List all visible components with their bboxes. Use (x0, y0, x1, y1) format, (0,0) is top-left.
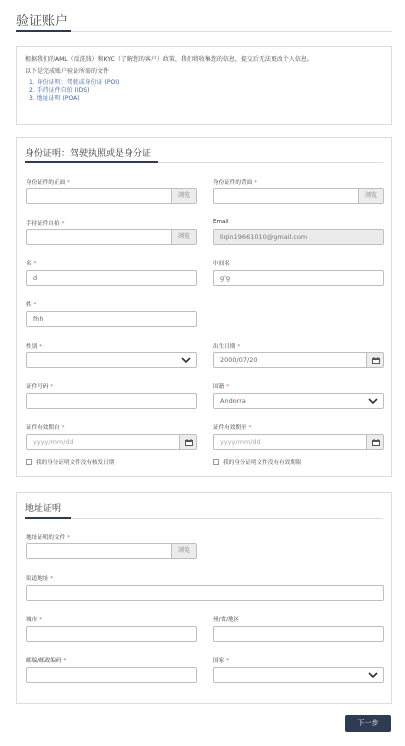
title-underline (16, 30, 71, 32)
email-label: Email (213, 219, 229, 225)
selfie-upload[interactable] (26, 229, 197, 245)
city-label: 城市 * (26, 617, 42, 623)
calendar-icon (185, 439, 193, 446)
dob-calendar-button[interactable] (366, 352, 384, 368)
issue-date-calendar-button[interactable] (179, 434, 197, 450)
issue-date-label: 证件有效期自 * (26, 425, 65, 431)
chevron-down-icon (181, 356, 191, 364)
nationality-value: Andorra (220, 397, 246, 405)
zip-label: 邮编/邮政编码 * (26, 658, 67, 664)
no-expiry-checkbox[interactable] (213, 459, 219, 465)
id-back-label: 身份证件的背面 * (213, 180, 257, 186)
intro-panel (16, 46, 392, 125)
first-name-input[interactable]: d (26, 270, 197, 286)
state-label: 州/省/地区 (213, 617, 240, 623)
document-list (25, 79, 383, 103)
intro-subtitle: 以下是完成账户验证所需的文件 (25, 68, 110, 75)
expiry-date-input[interactable] (213, 434, 384, 450)
middle-name-label: 中间名 (213, 261, 230, 267)
title-rule (16, 31, 392, 32)
page-title: 验证账户 (16, 14, 69, 29)
calendar-icon (372, 357, 380, 364)
last-name-input[interactable]: fhh (26, 311, 197, 327)
street-input[interactable] (26, 585, 384, 601)
id-front-browse-button[interactable]: 浏览 (171, 188, 197, 204)
nationality-label: 国籍 * (213, 384, 229, 390)
chevron-down-icon (368, 671, 378, 679)
middle-name-input[interactable]: g'g (213, 270, 384, 286)
no-expiry-label: 我的身分证明文件没有有效期限 (223, 460, 302, 466)
dob-value: 2000/07/20 (220, 356, 258, 364)
no-issue-date-checkbox[interactable] (26, 459, 32, 465)
next-button[interactable]: 下一步 (345, 715, 391, 732)
id-number-input[interactable] (26, 393, 197, 409)
last-name-label: 姓 * (26, 302, 37, 308)
address-section-title: 地址证明 (25, 504, 62, 514)
dob-input[interactable] (213, 352, 384, 368)
first-name-label: 名 * (26, 261, 37, 267)
expiry-date-label: 证件有效期至 * (213, 425, 252, 431)
id-back-browse-button[interactable]: 浏览 (358, 188, 384, 204)
city-input[interactable] (26, 626, 197, 642)
nationality-select[interactable] (213, 393, 384, 409)
issue-date-placeholder: yyyy/mm/dd (33, 438, 74, 446)
country-select[interactable] (213, 667, 384, 683)
issue-date-input[interactable] (26, 434, 197, 450)
zip-input[interactable] (26, 667, 197, 683)
id-front-label: 身份证件的正面 * (26, 180, 70, 186)
address-proof-browse-button[interactable]: 浏览 (171, 543, 197, 559)
selfie-browse-button[interactable]: 浏览 (171, 229, 197, 245)
email-field: liqin19661010@gmail.com (213, 229, 384, 245)
dob-label: 出生日期 * (213, 344, 241, 350)
identity-panel (16, 137, 392, 477)
address-proof-upload[interactable] (26, 543, 197, 559)
expiry-date-calendar-button[interactable] (366, 434, 384, 450)
id-front-upload[interactable] (26, 188, 197, 204)
address-panel (16, 492, 392, 704)
address-section-underline (25, 517, 71, 519)
country-label: 国家 * (213, 658, 229, 664)
identity-section-underline (25, 161, 158, 163)
gender-select[interactable] (26, 352, 197, 368)
expiry-date-placeholder: yyyy/mm/dd (220, 438, 261, 446)
document-item-ids: 2. 手持证件自拍 (IDS) (29, 87, 90, 94)
chevron-down-icon (368, 397, 378, 405)
address-section-rule (25, 518, 383, 519)
calendar-icon (372, 439, 380, 446)
street-label: 街道地址 * (26, 576, 54, 582)
intro-text: 根据我们的AML（反洗钱）和KYC（了解您的客户）政策，我们将收集您的信息，提交后无法更改个人信息。 (25, 56, 313, 63)
selfie-label: 手持证件自拍 * (26, 221, 65, 227)
no-issue-date-label: 我的身分证明文件没有核发日期 (36, 460, 115, 466)
state-input[interactable] (213, 626, 384, 642)
id-back-upload[interactable] (213, 188, 384, 204)
document-item-poa: 3. 地址证明 (POA) (29, 95, 80, 102)
address-proof-label: 地址证明的文件 * (26, 535, 70, 541)
gender-label: 性别 * (26, 344, 42, 350)
id-number-label: 证件号码 * (26, 384, 54, 390)
document-item-poi: 1. 身份证明：驾驶或身份证 (POI) (29, 79, 120, 86)
identity-section-title: 身份证明：驾驶执照或是身分证 (25, 149, 152, 159)
